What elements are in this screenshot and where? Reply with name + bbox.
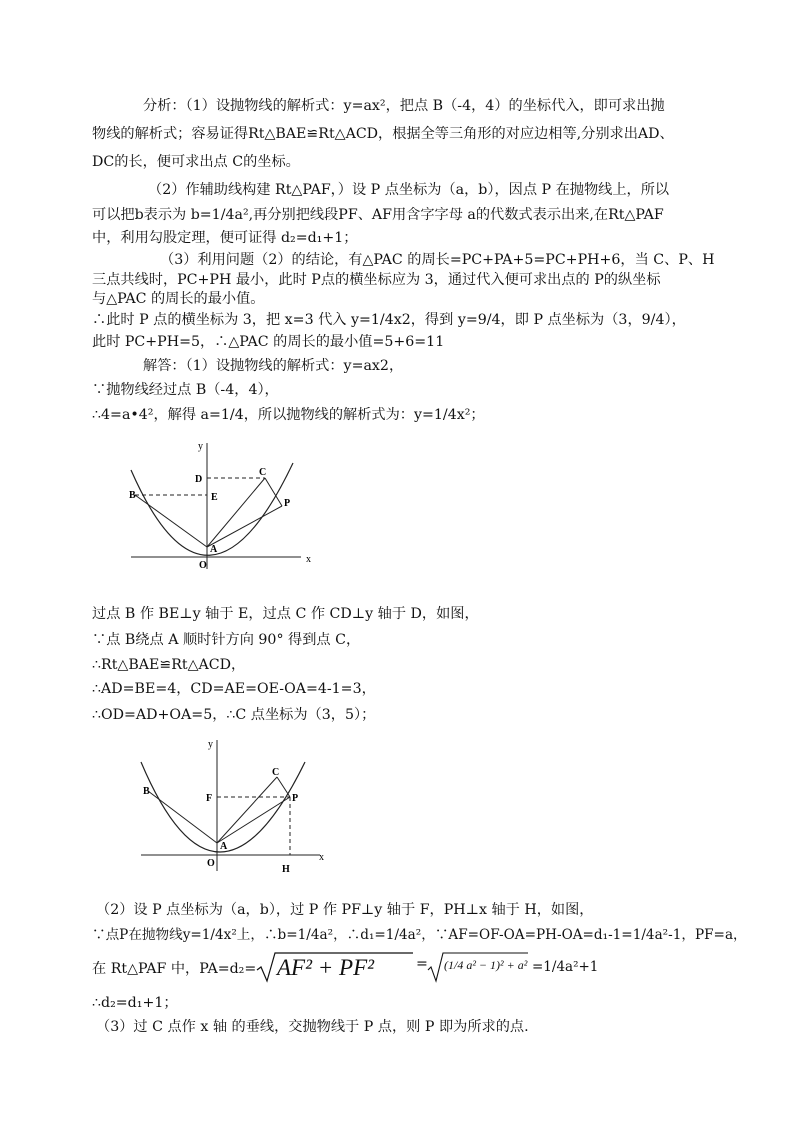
fig2-y-label: y xyxy=(208,739,213,750)
fig2-label-h: H xyxy=(282,864,290,875)
fig1-label-c: C xyxy=(259,467,267,478)
solution-line-1: 解答：（1）设抛物线的解析式：y=ax2， xyxy=(143,358,404,374)
fig1-y-label: y xyxy=(198,441,203,452)
fig2-label-o: O xyxy=(207,858,215,869)
fig2-label-b: B xyxy=(143,786,150,797)
fig1-x-label: x xyxy=(306,554,311,565)
solution-line-9: （2）设 P 点坐标为（a，b），过 P 作 PF⊥y 轴于 F，PH⊥x 轴于 H，如图， xyxy=(96,902,594,918)
analysis-line-2: 物线的解析式；容易证得Rt△BAE≌Rt△ACD，根据全等三角形的对应边相等,分别求出AD、 xyxy=(92,126,674,142)
figure-2-parabola-diagram xyxy=(135,736,335,881)
analysis-line-6: 中，利用勾股定理，便可证得 d₂=d₁+1； xyxy=(92,230,358,246)
solution-line-12: （3）过 C 点作 x 轴 的垂线，交抛物线于 P 点，则 P 即为所求的点. xyxy=(96,1019,529,1035)
solution-line-2: ∵抛物线经过点 B（-4，4）， xyxy=(92,382,279,398)
fig1-label-p: P xyxy=(284,498,291,509)
solution-line-6: ∴Rt△BAE≌Rt△ACD， xyxy=(92,657,246,673)
analysis-line-3: DC的长，便可求出点 C的坐标。 xyxy=(92,154,300,170)
fig1-label-d: D xyxy=(195,474,203,485)
analysis-line-4: （2）作辅助线构建 Rt△PAF，）设 P 点坐标为（a，b），因点 P 在抛物线上，所以 xyxy=(148,182,670,198)
fig1-label-a: A xyxy=(210,544,218,555)
fig2-x-label: x xyxy=(319,852,324,863)
fig1-label-b: B xyxy=(129,490,136,501)
formula-prefix: 在 Rt△PAF 中，PA=d₂= xyxy=(92,961,257,977)
analysis-line-5: 可以把b表示为 b=1/4a²,再分别把线段PF、AF用含字字母 a的代数式表示出来,在Rt△PAF xyxy=(92,207,664,223)
solution-line-4: 过点 B 作 BE⊥y 轴于 E，过点 C 作 CD⊥y 轴于 D，如图， xyxy=(92,606,479,622)
solution-line-11: ∴d₂=d₁+1； xyxy=(92,995,178,1011)
fig1-label-o: O xyxy=(199,560,207,571)
solution-line-10: ∵点P在抛物线y=1/4x²上，∴b=1/4a²，∴d₁=1/4a²，∵AF=OF-OA=PH-OA=d₁-1=1/4a²-1，PF=a， xyxy=(92,927,747,943)
formula-inner: (1/4 a² − 1)² + a² xyxy=(444,958,528,972)
fig2-label-a: A xyxy=(220,841,228,852)
analysis-line-1: 分析：（1）设抛物线的解析式：y=ax²，把点 B（-4，4）的坐标代入，即可求出抛 xyxy=(143,98,665,114)
figure-1-parabola-diagram xyxy=(125,438,325,578)
analysis-line-10: ∴此时 P 点的横坐标为 3，把 x=3 代入 y=1/4x2，得到 y=9/4，即 P 点坐标为（3，9/4）， xyxy=(92,312,686,328)
analysis-line-9: 与△PAC 的周长的最小值。 xyxy=(92,291,265,307)
formula-radicand: AF² + PF² xyxy=(277,955,375,980)
fig2-label-c: C xyxy=(272,767,280,778)
analysis-line-8: 三点共线时，PC+PH 最小，此时 P点的横坐标应为 3，通过代入便可求出点的 P的纵坐标 xyxy=(92,272,661,288)
fig2-label-f: F xyxy=(206,793,213,804)
solution-line-3: ∴4=a•4²，解得 a=1/4，所以抛物线的解析式为：y=1/4x²； xyxy=(92,407,485,423)
solution-line-5: ∵点 B绕点 A 顺时针方向 90° 得到点 C， xyxy=(92,632,361,648)
formula-result: =1/4a²+1 xyxy=(532,959,599,975)
analysis-line-7: （3）利用问题（2）的结论，有△PAC 的周长=PC+PA+5=PC+PH+6，当 C、P、H xyxy=(160,252,715,268)
fig1-label-e: E xyxy=(211,492,218,503)
solution-line-8: ∴OD=AD+OA=5，∴C 点坐标为（3，5）； xyxy=(92,707,376,723)
analysis-line-11: 此时 PC+PH=5，∴△PAC 的周长的最小值=5+6=11 xyxy=(92,334,445,350)
formula-eq: = xyxy=(416,956,428,972)
solution-line-7: ∴AD=BE=4，CD=AE=OE-OA=4-1=3， xyxy=(92,681,376,697)
fig2-label-p: P xyxy=(292,793,299,804)
